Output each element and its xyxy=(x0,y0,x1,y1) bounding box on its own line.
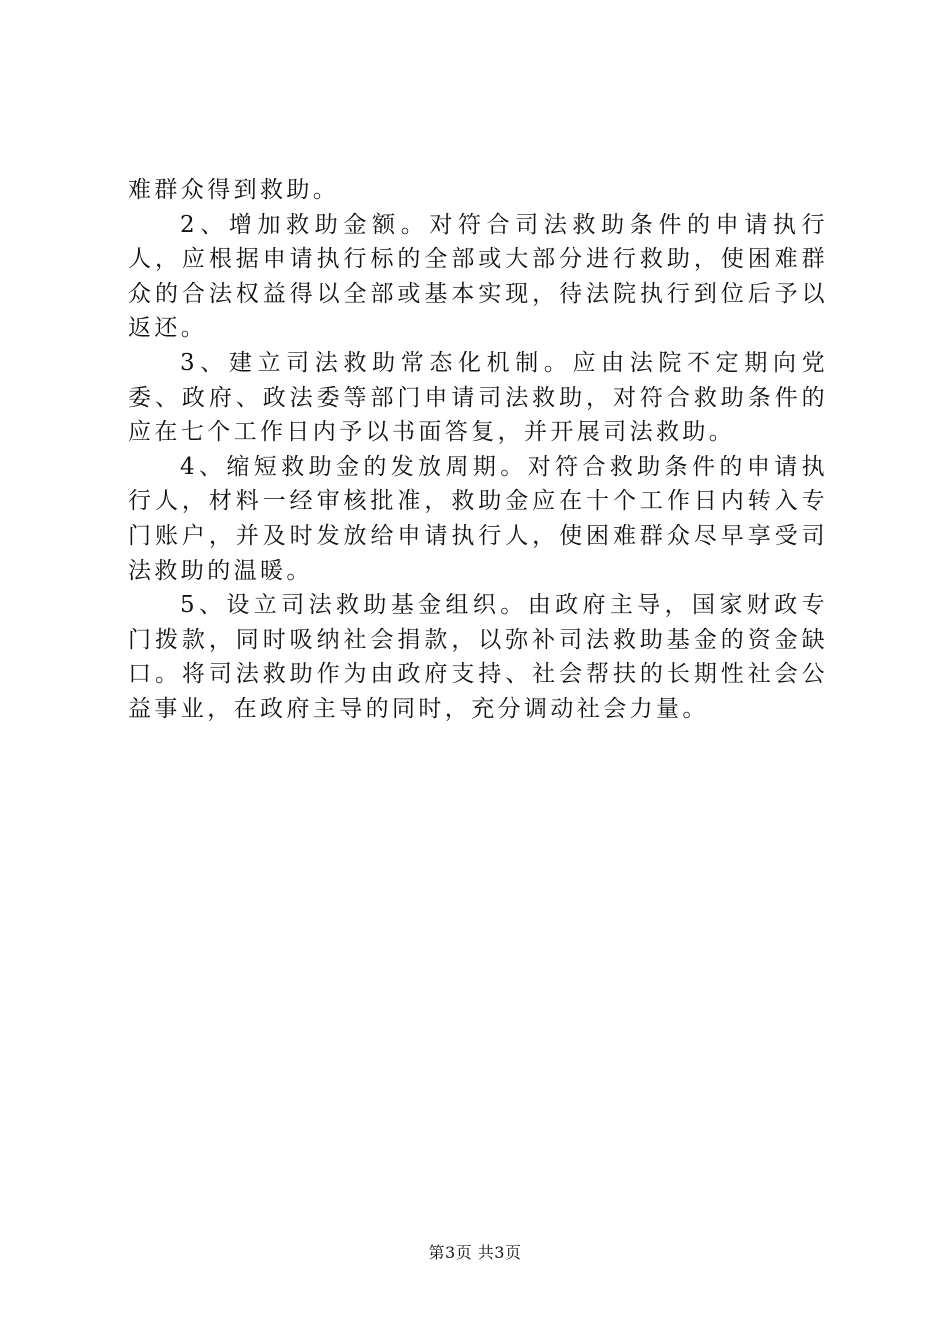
document-body xyxy=(128,173,828,727)
paragraph-item-5: 5、设立司法救助基金组织。由政府主导，国家财政专门拨款，同时吸纳社会捐款，以弥补司法救助基金的资金缺口。将司法救助作为由政府支持、社会帮扶的长期性社会公益事业，在政府主导的同时，充分调动社会力量。 xyxy=(128,592,828,722)
paragraph-item-4: 4、缩短救助金的发放周期。对符合救助条件的申请执行人，材料一经审核批准，救助金应在十个工作日内转入专门账户，并及时发放给申请执行人，使困难群众尽早享受司法救助的温暖。 xyxy=(128,453,828,584)
paragraph-item-2: 2、增加救助金额。对符合司法救助条件的申请执行人，应根据申请执行标的全部或大部分进行救助，使困难群众的合法权益得以全部或基本实现，待法院执行到位后予以返还。 xyxy=(128,211,828,342)
page-footer: 第3页 共3页 xyxy=(428,1243,522,1262)
paragraph-item-3: 3、建立司法救助常态化机制。应由法院不定期向党委、政府、政法委等部门申请司法救助，对符合救助条件的应在七个工作日内予以书面答复，并开展司法救助。 xyxy=(128,349,828,446)
paragraph-continuation: 难群众得到救助。 xyxy=(128,177,340,203)
